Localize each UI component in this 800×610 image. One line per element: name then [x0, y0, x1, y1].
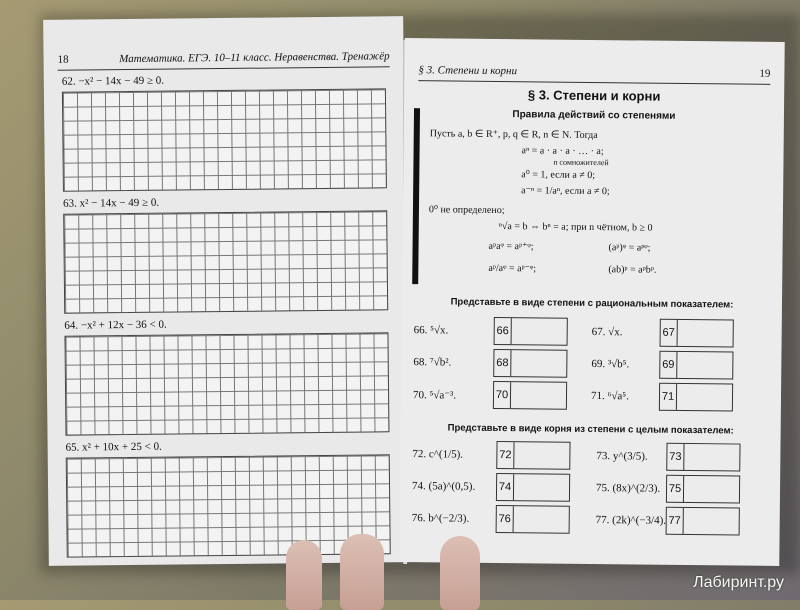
- labirint-watermark: Лабиринт.ру: [693, 574, 784, 591]
- task2-row-3: [400, 504, 780, 536]
- exercise-73-label: 73. y^(3/5).: [596, 450, 648, 463]
- answer-box-70[interactable]: [493, 381, 567, 410]
- finger-2: [340, 534, 384, 610]
- problem-64-grid: [64, 332, 389, 435]
- exercise-72-label: 72. c^(1/5).: [412, 448, 464, 461]
- answer-box-70-number: 70: [494, 382, 511, 408]
- answer-box-71-number: 71: [660, 384, 677, 410]
- answer-box-74[interactable]: [496, 473, 570, 502]
- task1-row-1: [402, 316, 782, 348]
- rule-power-definition: aⁿ = a · a · a · … · a;: [521, 145, 604, 158]
- rule-product-of-powers: aᵖaᵠ = aᵖ⁺ᵠ;: [488, 240, 534, 253]
- problem-62-label: 62. −x² − 14x − 49 ≥ 0.: [61, 74, 165, 88]
- problem-63-grid: [63, 210, 388, 313]
- rule-factor-count-note: n сомножителей: [553, 157, 609, 168]
- answer-box-76[interactable]: [496, 505, 570, 534]
- answer-box-73[interactable]: [666, 443, 740, 472]
- answer-box-77-number: 77: [667, 508, 684, 534]
- exercise-77-label: 77. (2k)^(−3/4).: [595, 514, 667, 527]
- problem-63-label: 63. x² − 14x − 49 ≥ 0.: [63, 196, 160, 210]
- left-header-title: Математика. ЕГЭ. 10–11 класс. Неравенства. Тренажёр: [119, 50, 390, 66]
- answer-box-71[interactable]: [659, 383, 733, 412]
- exercise-69-label: 69. ³√b⁵.: [591, 357, 630, 371]
- exercise-68-label: 68. ⁷√b².: [413, 356, 452, 369]
- answer-box-72-number: 72: [497, 442, 514, 468]
- answer-box-75-number: 75: [667, 476, 684, 502]
- task1-row-3: [401, 380, 781, 412]
- left-running-head: [58, 50, 390, 70]
- rule-negative-power: a⁻ⁿ = 1/aⁿ, если a ≠ 0;: [521, 185, 610, 198]
- answer-box-69-number: 69: [660, 352, 677, 378]
- rule-power-of-product: (ab)ᵖ = aᵖbᵖ.: [608, 264, 657, 276]
- exercise-74-label: 74. (5a)^(0,5).: [411, 480, 476, 493]
- exercise-76-label: 76. b^(−2/3).: [411, 512, 470, 525]
- rule-zero-zero: 0⁰ не определено;: [428, 204, 505, 217]
- task1-title: Представьте в виде степени с рациональным показателем:: [450, 296, 734, 311]
- answer-box-67[interactable]: [660, 319, 734, 348]
- rule-root-definition: ⁿ√a = b ⇔ bⁿ = a; при n чётном, b ≥ 0: [498, 221, 653, 234]
- rules-intro: Пусть a, b ∈ R⁺, p, q ∈ R, n ∈ N. Тогда: [429, 128, 598, 142]
- task1-row-2: [401, 348, 781, 380]
- answer-box-75[interactable]: [666, 475, 740, 504]
- rules-title: Правила действий со степенями: [512, 109, 676, 122]
- exercise-67-label: 67. √x.: [591, 325, 623, 339]
- problem-62-grid: [62, 88, 387, 191]
- answer-box-66[interactable]: [494, 317, 568, 346]
- rule-power-of-power: (aᵖ)ᵠ = aᵖᵠ;: [608, 242, 651, 254]
- answer-box-68[interactable]: [493, 349, 567, 378]
- rule-zero-power: a⁰ = 1, если a ≠ 0;: [521, 169, 596, 182]
- right-header-title: § 3. Степени и корни: [418, 64, 518, 78]
- answer-box-73-number: 73: [667, 444, 684, 470]
- section-title: § 3. Степени и корни: [527, 87, 661, 104]
- right-running-head: [418, 64, 770, 85]
- exercise-71-label: 71. ⁶√a⁵.: [590, 389, 629, 403]
- left-page-number: 18: [57, 53, 69, 66]
- answer-box-76-number: 76: [497, 506, 514, 532]
- right-page: [399, 38, 784, 566]
- answer-box-74-number: 74: [497, 474, 514, 500]
- left-page: [43, 16, 409, 566]
- problem-65-label: 65. x² + 10x + 25 < 0.: [65, 440, 162, 454]
- problem-65-grid: [66, 454, 391, 557]
- problem-64-label: 64. −x² + 12x − 36 < 0.: [64, 318, 167, 332]
- exercise-75-label: 75. (8x)^(2/3).: [595, 482, 661, 495]
- right-page-number: 19: [759, 67, 771, 80]
- answer-box-77[interactable]: [666, 507, 740, 536]
- exercise-70-label: 70. ⁵√a⁻³.: [412, 389, 457, 402]
- answer-box-69[interactable]: [659, 351, 733, 380]
- task2-title: Представьте в виде корня из степени с целым показателем:: [447, 422, 734, 437]
- task2-row-2: [400, 472, 780, 504]
- answer-box-66-number: 66: [495, 318, 512, 344]
- rules-sidebar-bar: [412, 108, 420, 284]
- answer-box-72[interactable]: [496, 441, 570, 470]
- finger-3: [440, 536, 480, 610]
- answer-box-68-number: 68: [494, 350, 511, 376]
- task2-row-1: [400, 440, 780, 472]
- exercise-66-label: 66. ⁵√x.: [413, 324, 449, 337]
- answer-box-67-number: 67: [661, 320, 678, 346]
- rule-quotient-of-powers: aᵖ/aᵠ = aᵖ⁻ᵠ;: [488, 262, 537, 275]
